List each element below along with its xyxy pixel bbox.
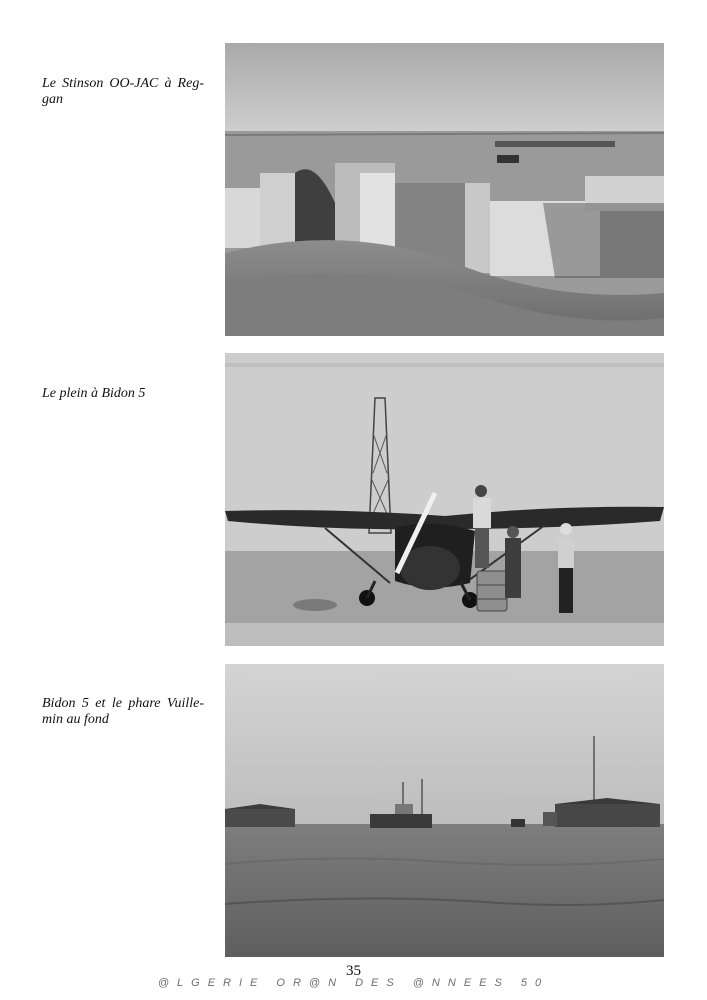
photo-bidon5-lighthouse bbox=[225, 664, 664, 957]
photo-refuel-bidon5 bbox=[225, 353, 664, 646]
caption-bidon5-refuel: Le plein à Bidon 5 bbox=[42, 386, 146, 401]
caption-reggan: Le Stinson OO-JAC à Reg-gan bbox=[42, 76, 204, 107]
page-number: 35 bbox=[346, 963, 361, 979]
footer-title: @LGERIE OR@N DES @NNEES 50 bbox=[157, 977, 550, 989]
caption-bidon5-lighthouse: Bidon 5 et le phare Vuille-min au fond bbox=[42, 696, 204, 727]
photo-stinson-reggan bbox=[225, 43, 664, 336]
